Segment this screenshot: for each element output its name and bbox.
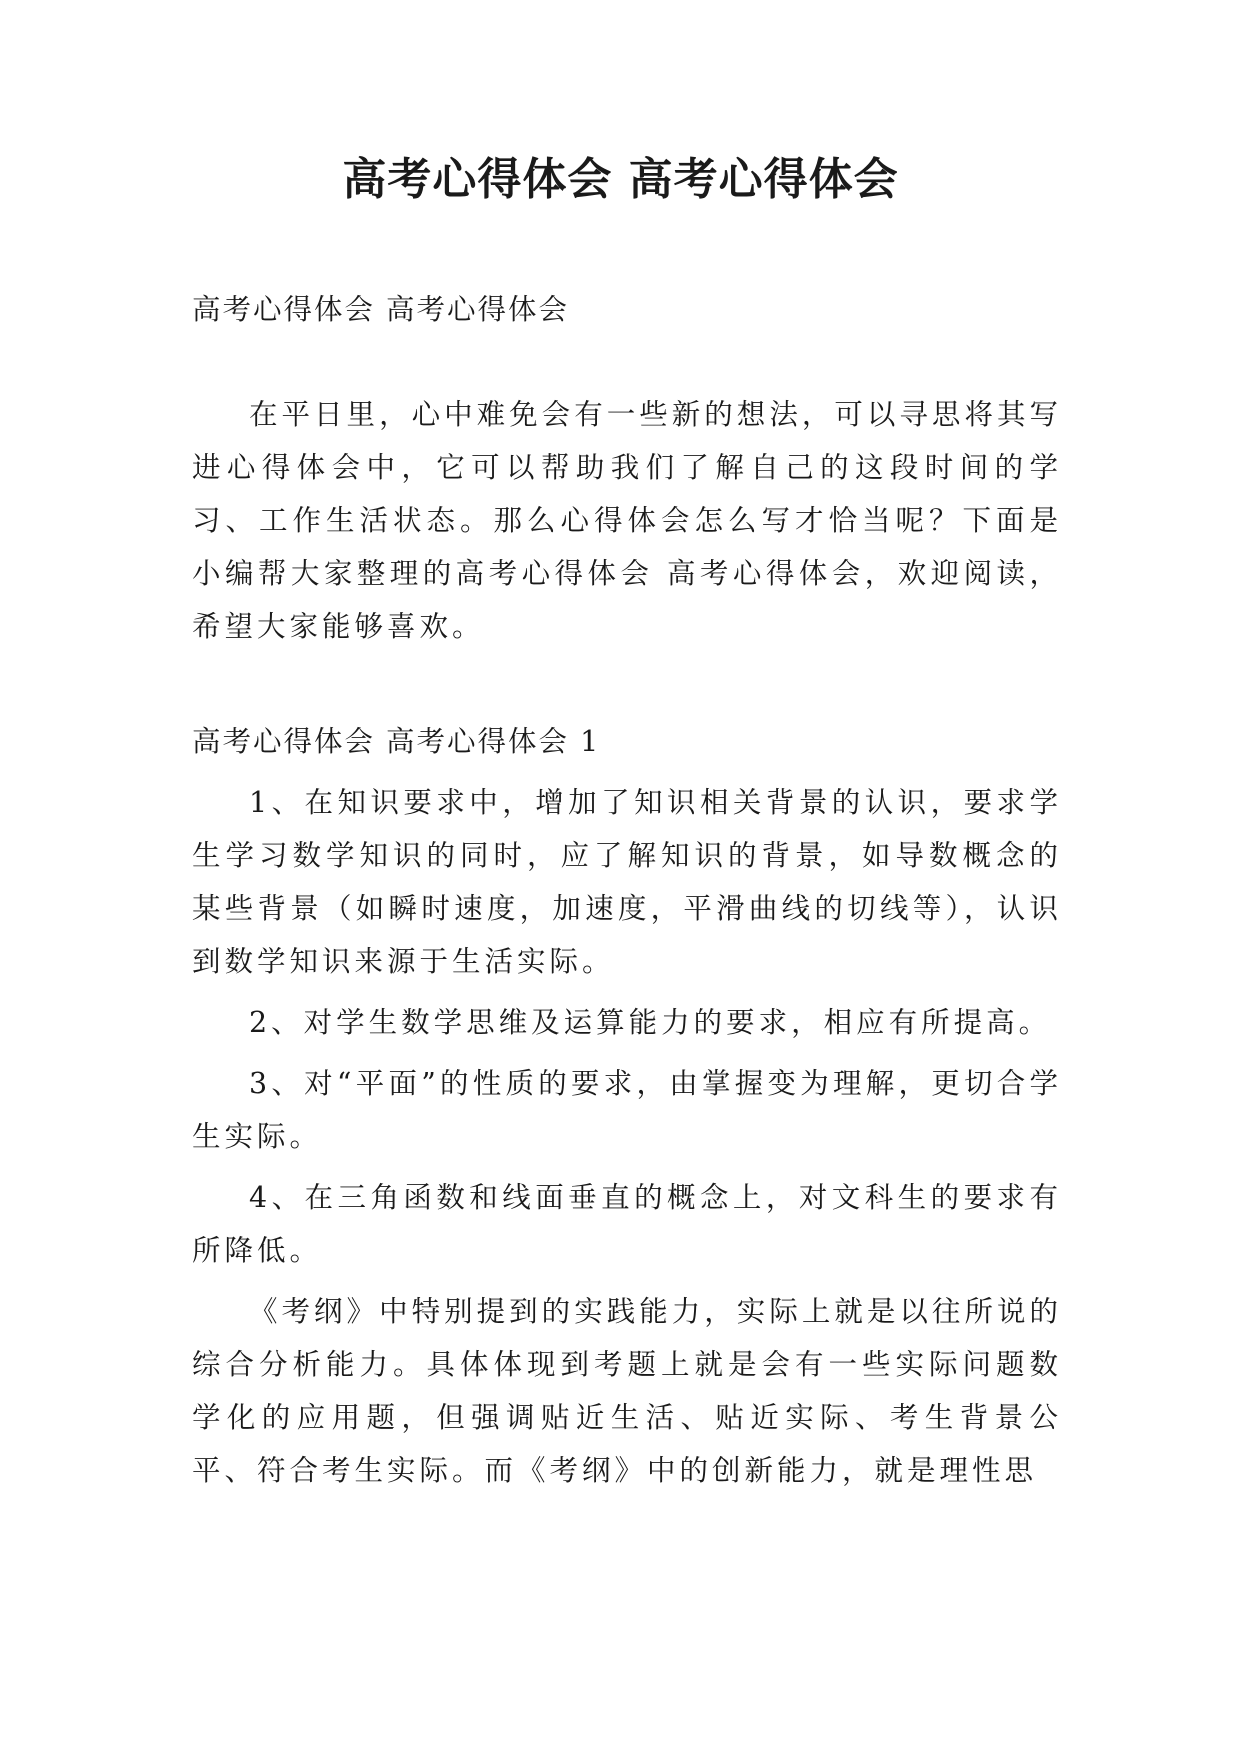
document-subtitle: 高考心得体会 高考心得体会	[192, 293, 570, 326]
list-item: 1、在知识要求中，增加了知识相关背景的认识，要求学生学习数学知识的同时，应了解知识的背景，如导数概念的某些背景（如瞬时速度，加速度，平滑曲线的切线等），认识到数学知识来源于生活实际。	[192, 786, 1062, 978]
list-item: 4、在三角函数和线面垂直的概念上，对文科生的要求有所降低。	[192, 1181, 1062, 1267]
section-heading: 高考心得体会 高考心得体会 1	[192, 725, 601, 758]
document-title: 高考心得体会 高考心得体会	[342, 154, 899, 205]
document-body	[192, 283, 1062, 1505]
intro-paragraph: 在平日里，心中难免会有一些新的想法，可以寻思将其写进心得体会中，它可以帮助我们了解自己的这段时间的学习、工作生活状态。那么心得体会怎么写才恰当呢？下面是小编帮大家整理的高考心得体会 高考心得体会，欢迎阅读，希望大家能够喜欢。	[192, 398, 1062, 643]
list-item: 2、对学生数学思维及运算能力的要求，相应有所提高。	[249, 1006, 1052, 1039]
list-item: 3、对“平面”的性质的要求，由掌握变为理解，更切合学生实际。	[192, 1067, 1062, 1153]
body-paragraph: 《考纲》中特别提到的实践能力，实际上就是以往所说的综合分析能力。具体体现到考题上就是会有一些实际问题数学化的应用题，但强调贴近生活、贴近实际、考生背景公平、符合考生实际。而《考纲》中的创新能力，就是理性思	[192, 1295, 1062, 1487]
